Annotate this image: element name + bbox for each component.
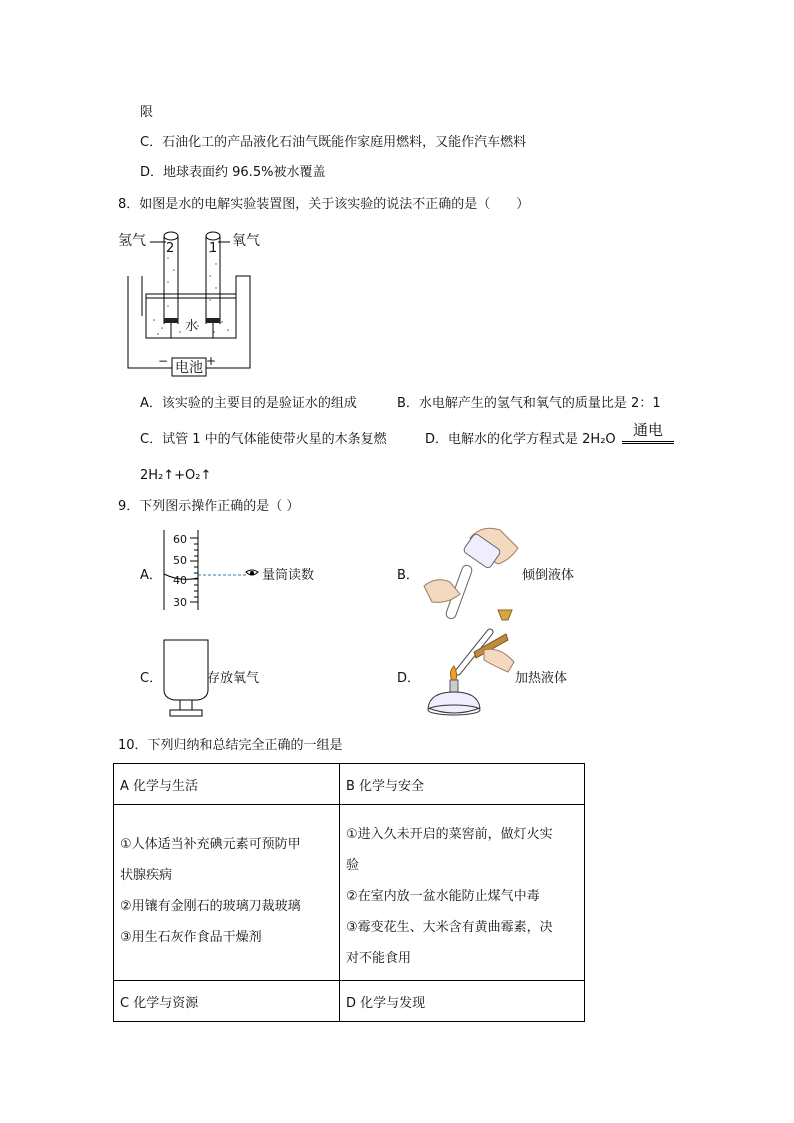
q7-line-tail: 限: [140, 105, 154, 120]
b-item-1: ①进入久未开启的菜窖前，做灯火实: [346, 827, 553, 842]
a-item-1: ①人体适当补充碘元素可预防甲: [120, 837, 301, 852]
q9-option-b-letter: B．: [397, 568, 419, 583]
tick-60: 60: [173, 533, 187, 546]
q7-option-c: C．石油化工的产品液化石油气既能作家庭用燃料，又能作汽车燃料: [140, 135, 527, 150]
gas-jar-inverted: [160, 638, 212, 718]
b-item-1-cont: 验: [346, 858, 360, 873]
q8-option-b: B．水电解产生的氢气和氧气的质量比是 2：1: [397, 396, 661, 411]
q10-stem: 10．下列归纳和总结完全正确的一组是: [118, 738, 343, 753]
q9-option-d-caption: 加热液体: [515, 671, 568, 686]
b-item-3: ③霉变花生、大米含有黄曲霉素，决: [346, 920, 553, 935]
tick-40: 40: [173, 574, 187, 587]
q9-option-c-caption: 存放氧气: [207, 671, 260, 686]
equation-arrow: [622, 441, 674, 444]
cell-a-items: [114, 805, 340, 981]
q8-option-a: A．该实验的主要目的是验证水的组成: [140, 396, 357, 411]
electrolysis-apparatus: [118, 228, 268, 378]
header-c: C 化学与资源: [114, 981, 340, 1022]
label-oxygen: 氧气: [232, 233, 260, 249]
minus-sign: −: [158, 354, 169, 368]
reaction-condition: [622, 419, 674, 444]
alcohol-lamp-heating: [414, 606, 518, 724]
tube-2-label: 2: [166, 241, 175, 256]
q9-option-b-caption: 倾倒液体: [522, 568, 575, 583]
a-item-3: ③用生石灰作食品干燥剂: [120, 930, 262, 945]
q9-option-d-letter: D．: [397, 671, 421, 686]
summary-table: [113, 763, 585, 1022]
battery-label: 电池: [175, 360, 203, 376]
header-d: D 化学与发现: [340, 981, 585, 1022]
q9-option-a-caption: 量筒读数: [262, 568, 315, 583]
tick-30: 30: [173, 596, 187, 609]
b-item-2: ②在室内放一盆水能防止煤气中毒: [346, 889, 540, 904]
cell-b-items: [340, 805, 585, 981]
q8-equation-products: 2H₂↑+O₂↑: [140, 468, 212, 483]
b-item-3-cont: 对不能食用: [346, 951, 412, 966]
header-b: B 化学与安全: [340, 764, 585, 805]
water-label: 水: [185, 319, 199, 334]
q8-option-c: C．试管 1 中的气体能使带火星的木条复燃: [140, 432, 387, 447]
q9-stem: 9．下列图示操作正确的是（ ）: [118, 499, 300, 514]
condition-text: 通电: [632, 421, 663, 439]
pouring-liquid-illustration: [418, 520, 522, 620]
q9-option-a-letter: A．: [140, 568, 162, 583]
q7-option-d: D．地球表面约 96.5%被水覆盖: [140, 165, 326, 180]
a-item-2: ②用镶有金刚石的玻璃刀裁玻璃: [120, 899, 301, 914]
a-item-1-cont: 状腺疾病: [120, 868, 173, 883]
label-hydrogen: 氢气: [118, 233, 146, 249]
tube-1-label: 1: [209, 241, 218, 256]
q9-option-c-letter: C．: [140, 671, 163, 686]
header-a: A 化学与生活: [114, 764, 340, 805]
plus-sign: +: [206, 354, 217, 368]
q8-stem: 8．如图是水的电解实验装置图，关于该实验的说法不正确的是（ ）: [118, 197, 530, 212]
q8-option-d: D．电解水的化学方程式是 2H₂O: [425, 432, 616, 447]
tick-50: 50: [173, 554, 187, 567]
